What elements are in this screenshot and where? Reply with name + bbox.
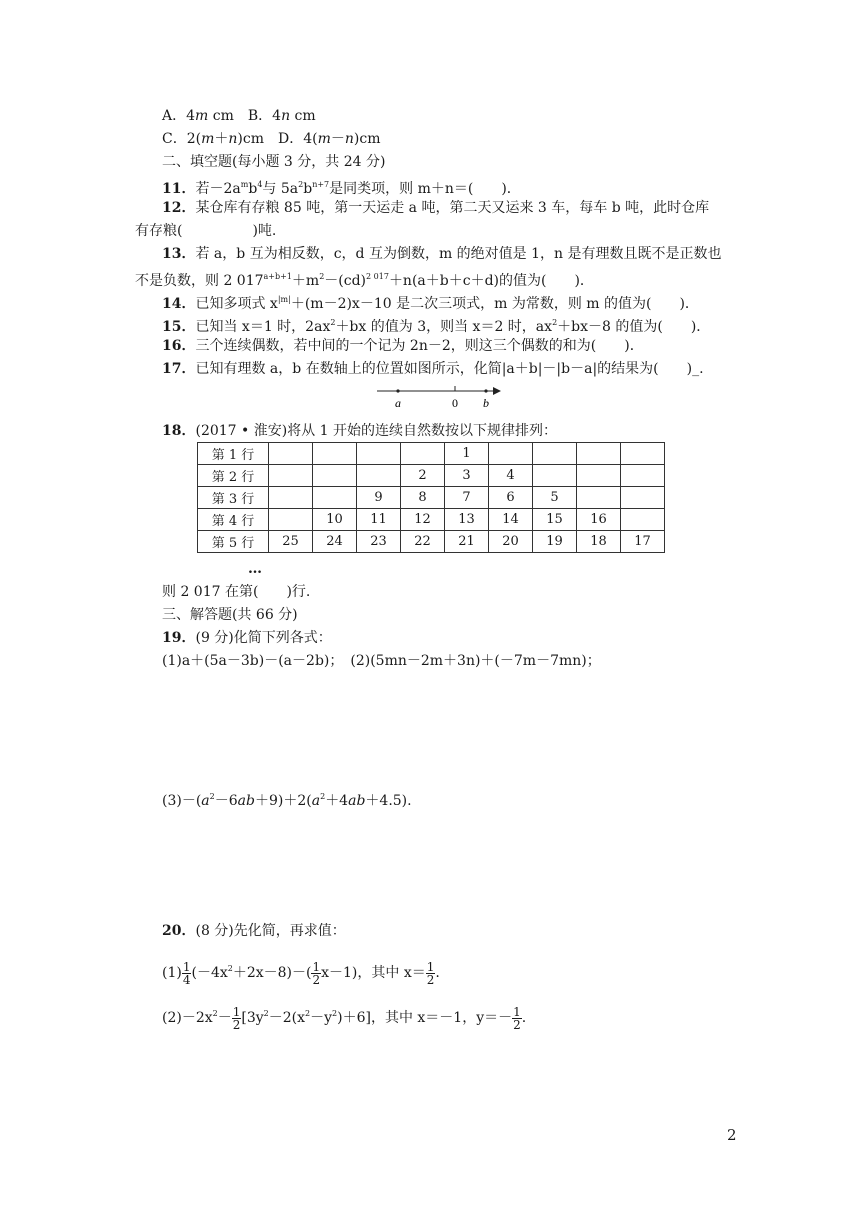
table-row bbox=[198, 465, 665, 487]
table-cell: 7 bbox=[445, 487, 489, 509]
table-cell bbox=[533, 443, 577, 465]
table-cell bbox=[357, 465, 401, 487]
row-label: 第 2 行 bbox=[198, 465, 269, 487]
section-heading-fill-in: 二、填空题(每小题 3 分，共 24 分) bbox=[162, 154, 386, 170]
table-cell: 13 bbox=[445, 509, 489, 531]
section-heading-solve: 三、解答题(共 66 分) bbox=[162, 607, 298, 623]
number-arrangement-table bbox=[197, 442, 665, 553]
table-cell bbox=[621, 487, 665, 509]
table-cell bbox=[357, 443, 401, 465]
table-cell: 17 bbox=[621, 531, 665, 553]
table-cell: 22 bbox=[401, 531, 445, 553]
table-cell: 1 bbox=[445, 443, 489, 465]
table-cell bbox=[269, 487, 313, 509]
question-20-part-1: (1) $\frac{1}{4}$ $(-4x^2+2x-8)-$( $\frac{1}{2}$ x－1)，其中 x＝ $\frac{1}{2}$ . bbox=[162, 959, 440, 987]
label-zero: 0 bbox=[452, 396, 458, 410]
question-18-ask: 则 2 017 在第( )行. bbox=[162, 584, 311, 600]
table-cell: 20 bbox=[489, 531, 533, 553]
table-cell: 10 bbox=[313, 509, 357, 531]
point-a bbox=[396, 389, 399, 392]
table-cell: 8 bbox=[401, 487, 445, 509]
table-row bbox=[198, 487, 665, 509]
table-row bbox=[198, 531, 665, 553]
table-cell: 24 bbox=[313, 531, 357, 553]
question-12-line1: 12．某仓库有存粮 85 吨，第一天运走 a 吨，第二天又运来 3 车，每车 b 吨，此时仓库 bbox=[162, 200, 710, 216]
table-cell bbox=[533, 465, 577, 487]
table-row bbox=[198, 509, 665, 531]
table-cell: 4 bbox=[489, 465, 533, 487]
table-cell bbox=[313, 465, 357, 487]
prev-question-options-1: A．4m cm B．4n cm bbox=[162, 108, 316, 124]
table-cell bbox=[577, 443, 621, 465]
question-20-part-2: $(2)-2x^2-$ $\frac{1}{2}$ $[3y^2-2(x^2-y^2)+6]$，其中 x＝－1，y＝－ $\frac{1}{2}$ . bbox=[162, 1004, 527, 1032]
row-label: 第 3 行 bbox=[198, 487, 269, 509]
table-cell: 21 bbox=[445, 531, 489, 553]
question-16: 16．三个连续偶数，若中间的一个记为 2n－2，则这三个偶数的和为( )． bbox=[162, 338, 644, 354]
question-13-line1: 13．若 a，b 互为相反数，c，d 互为倒数，m 的绝对值是 1，n 是有理数且既不是正数也 bbox=[162, 246, 722, 262]
question-14: 14．已知多项式 $x^{|m|}+(m-2)x-10$ 是二次三项式，m 为常数，则 m 的值为( )． bbox=[162, 295, 699, 312]
table-cell: 15 bbox=[533, 509, 577, 531]
prev-question-options-2: C．2(m＋n)cm D．4(m－n)cm bbox=[162, 131, 381, 147]
table-cell: 14 bbox=[489, 509, 533, 531]
label-b: b bbox=[483, 396, 489, 410]
table-cell: 16 bbox=[577, 509, 621, 531]
question-20: 20．(8 分)先化简，再求值： bbox=[162, 923, 346, 939]
table-cell bbox=[269, 465, 313, 487]
table-cell: 19 bbox=[533, 531, 577, 553]
page-number: 2 bbox=[727, 1126, 737, 1144]
number-line-figure bbox=[375, 383, 505, 411]
question-11: 11．若$-2a^mb^4$与 $5a^2b^{n+7}$是同类项，则 m＋n＝( )． bbox=[162, 180, 521, 197]
question-19-parts-1-2: (1)a＋(5a－3b)－(a－2b)； (2)(5mn－2m＋3n)＋(－7m－7mn)； bbox=[162, 653, 601, 669]
question-15: 15．已知当 x＝1 时，$2ax^2+bx$ 的值为 3，则当 x＝2 时，$ax^2+bx-8$ 的值为( )． bbox=[162, 318, 711, 335]
table-cell bbox=[489, 443, 533, 465]
table-cell: 11 bbox=[357, 509, 401, 531]
table-cell bbox=[577, 487, 621, 509]
question-19-part-3: $(3)-(a^2-6ab+9)+2(a^2+4ab+4.5)$. bbox=[162, 792, 412, 809]
label-a: a bbox=[395, 396, 401, 410]
row-label: 第 5 行 bbox=[198, 531, 269, 553]
table-cell bbox=[621, 465, 665, 487]
table-cell: 18 bbox=[577, 531, 621, 553]
question-17: 17．已知有理数 a，b 在数轴上的位置如图所示，化简|a＋b|－|b－a|的结果为( )_. bbox=[162, 361, 704, 377]
row-label: 第 1 行 bbox=[198, 443, 269, 465]
table-cell bbox=[269, 509, 313, 531]
table-cell bbox=[621, 443, 665, 465]
table-cell: 25 bbox=[269, 531, 313, 553]
table-cell: 6 bbox=[489, 487, 533, 509]
table-cell bbox=[621, 509, 665, 531]
table-cell: 12 bbox=[401, 509, 445, 531]
question-18: 18．(2017 • 淮安)将从 1 开始的连续自然数按以下规律排列： bbox=[162, 423, 558, 439]
point-b bbox=[484, 389, 487, 392]
question-12-line2: 有存粮( )吨. bbox=[135, 223, 277, 239]
question-19: 19．(9 分)化简下列各式： bbox=[162, 630, 332, 646]
table-cell: 2 bbox=[401, 465, 445, 487]
table-ellipsis: … bbox=[248, 561, 262, 577]
table-cell: 5 bbox=[533, 487, 577, 509]
table-row bbox=[198, 443, 665, 465]
table-cell: 23 bbox=[357, 531, 401, 553]
table-cell bbox=[401, 443, 445, 465]
table-cell: 3 bbox=[445, 465, 489, 487]
table-cell bbox=[577, 465, 621, 487]
table-cell: 9 bbox=[357, 487, 401, 509]
row-label: 第 4 行 bbox=[198, 509, 269, 531]
question-13-line2: 不是负数，则 2 $017^{a+b+1}+m^2-(cd)^{2 017}+n(a+b+c+d)$的值为( )． bbox=[135, 272, 594, 289]
table-cell bbox=[313, 487, 357, 509]
table-cell bbox=[269, 443, 313, 465]
table-cell bbox=[313, 443, 357, 465]
